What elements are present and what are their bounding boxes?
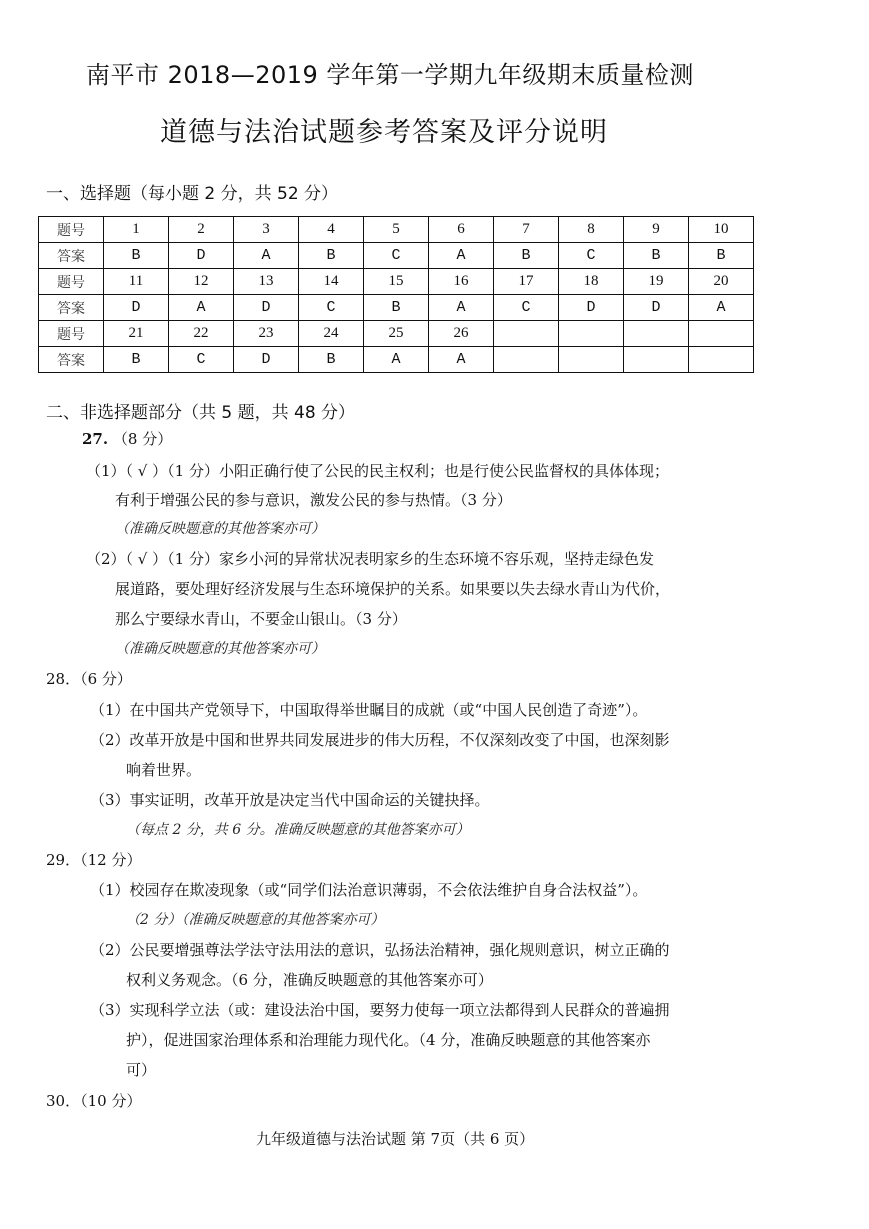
answer-row [39,243,754,269]
answer-cell: C [299,295,364,321]
question-number-cell: 11 [104,269,169,295]
q27-part1-note: （准确反映题意的其他答案亦可） [115,521,325,537]
question-number-cell: 7 [494,217,559,243]
q29-part3-line2: 护），促进国家治理体系和治理能力现代化。（4 分，准确反映题意的其他答案亦 [126,1031,651,1049]
question-27-score: （8 分） [112,430,173,448]
answer-cell: D [104,295,169,321]
question-number-cell: 13 [234,269,299,295]
question-29-heading: 29．（12 分） [46,851,142,869]
q28-part2-line2: 响着世界。 [126,761,202,779]
question-27-heading [82,429,172,449]
q28-part1: （1）在中国共产党领导下，中国取得举世瞩目的成就（或“中国人民创造了奇迹”）。 [90,701,648,719]
question-number-cell: 15 [364,269,429,295]
answer-cell [559,347,624,373]
row-label-question: 题号 [39,269,104,295]
answer-cell: A [234,243,299,269]
answer-cell: B [624,243,689,269]
q29-part2-line2: 权利义务观念。（6 分，准确反映题意的其他答案亦可） [126,971,493,989]
q29-part1-line2: （2 分）（准确反映题意的其他答案亦可） [126,912,385,928]
row-label-question: 题号 [39,321,104,347]
q27-part2-line3: 那么宁要绿水青山，不要金山银山。（3 分） [115,610,407,628]
q27-part1-line2: 有利于增强公民的参与意识，激发公民的参与热情。（3 分） [115,491,512,509]
q28-note: （每点 2 分，共 6 分。准确反映题意的其他答案亦可） [126,822,470,838]
answer-cell: C [364,243,429,269]
answer-cell: D [169,243,234,269]
q29-part3-line1: （3）实现科学立法（或：建设法治中国，要努力使每一项立法都得到人民群众的普遍拥 [90,1001,670,1019]
answer-cell: B [299,347,364,373]
document-title: 南平市 2018—2019 学年第一学期九年级期末质量检测 [86,61,694,89]
page-footer: 九年级道德与法治试题 第 7页（共 6 页） [256,1130,535,1148]
question-number-cell: 20 [689,269,754,295]
question-number-cell: 5 [364,217,429,243]
question-number-cell: 22 [169,321,234,347]
question-number-cell: 10 [689,217,754,243]
question-number-cell: 16 [429,269,494,295]
answer-cell: B [104,243,169,269]
row-label-answer: 答案 [39,243,104,269]
answer-row [39,347,754,373]
q29-part3-line3: 可） [126,1061,157,1079]
question-number-row [39,217,754,243]
question-number-cell: 12 [169,269,234,295]
q28-part2-line1: （2）改革开放是中国和世界共同发展进步的伟大历程，不仅深刻改变了中国，也深刻影 [90,731,670,749]
answer-cell: B [494,243,559,269]
question-number-row [39,321,754,347]
q29-part2-line1: （2）公民要增强尊法学法守法用法的意识，弘扬法治精神，强化规则意识，树立正确的 [90,941,670,959]
answer-cell [494,347,559,373]
answer-cell: A [364,347,429,373]
question-number-cell: 25 [364,321,429,347]
question-number-cell: 6 [429,217,494,243]
q29-part1-line1: （1）校园存在欺凌现象（或“同学们法治意识薄弱，不会依法维护自身合法权益”）。 [90,881,648,899]
answer-cell: A [429,295,494,321]
question-number-cell [689,321,754,347]
question-number-row [39,269,754,295]
row-label-answer: 答案 [39,295,104,321]
answer-cell: A [689,295,754,321]
answer-cell: D [624,295,689,321]
question-27-number: 27. [82,430,109,448]
q27-part2-note: （准确反映题意的其他答案亦可） [115,641,325,657]
question-number-cell: 19 [624,269,689,295]
question-30-heading: 30．（10 分） [46,1092,142,1110]
question-number-cell [624,321,689,347]
question-number-cell: 24 [299,321,364,347]
document-subtitle: 道德与法治试题参考答案及评分说明 [160,117,608,148]
question-number-cell: 23 [234,321,299,347]
question-number-cell: 26 [429,321,494,347]
question-number-cell: 18 [559,269,624,295]
question-number-cell: 9 [624,217,689,243]
question-number-cell: 3 [234,217,299,243]
answer-cell: A [429,347,494,373]
question-28-heading: 28．（6 分） [46,670,132,688]
answer-cell: C [494,295,559,321]
q28-part3: （3）事实证明，改革开放是决定当代中国命运的关键抉择。 [90,791,490,809]
question-number-cell: 1 [104,217,169,243]
answer-cell: C [169,347,234,373]
answer-cell: A [429,243,494,269]
question-number-cell: 8 [559,217,624,243]
answer-cell: D [559,295,624,321]
answer-row [39,295,754,321]
section-heading-open-questions: 二、非选择题部分（共 5 题，共 48 分） [46,403,356,423]
question-number-cell: 14 [299,269,364,295]
answer-cell: A [169,295,234,321]
answer-table [38,216,754,373]
answer-cell: B [299,243,364,269]
answer-cell: B [364,295,429,321]
section-heading-multiple-choice: 一、选择题（每小题 2 分，共 52 分） [46,184,339,204]
question-number-cell: 21 [104,321,169,347]
q27-part1-line1: （1）（ √ ）（1 分）小阳正确行使了公民的民主权利；也是行使公民监督权的具体体现； [86,462,669,480]
question-number-cell [494,321,559,347]
answer-cell: B [689,243,754,269]
answer-cell: D [234,347,299,373]
answer-cell [689,347,754,373]
question-number-cell: 2 [169,217,234,243]
answer-cell: B [104,347,169,373]
q27-part2-line1: （2）（ √ ）（1 分）家乡小河的异常状况表明家乡的生态环境不容乐观，坚持走绿色发 [86,550,654,568]
question-number-cell [559,321,624,347]
question-number-cell: 4 [299,217,364,243]
answer-cell [624,347,689,373]
answer-cell: D [234,295,299,321]
answer-cell: C [559,243,624,269]
row-label-answer: 答案 [39,347,104,373]
q27-part2-line2: 展道路，要处理好经济发展与生态环境保护的关系。如果要以失去绿水青山为代价， [115,580,671,598]
row-label-question: 题号 [39,217,104,243]
question-number-cell: 17 [494,269,559,295]
